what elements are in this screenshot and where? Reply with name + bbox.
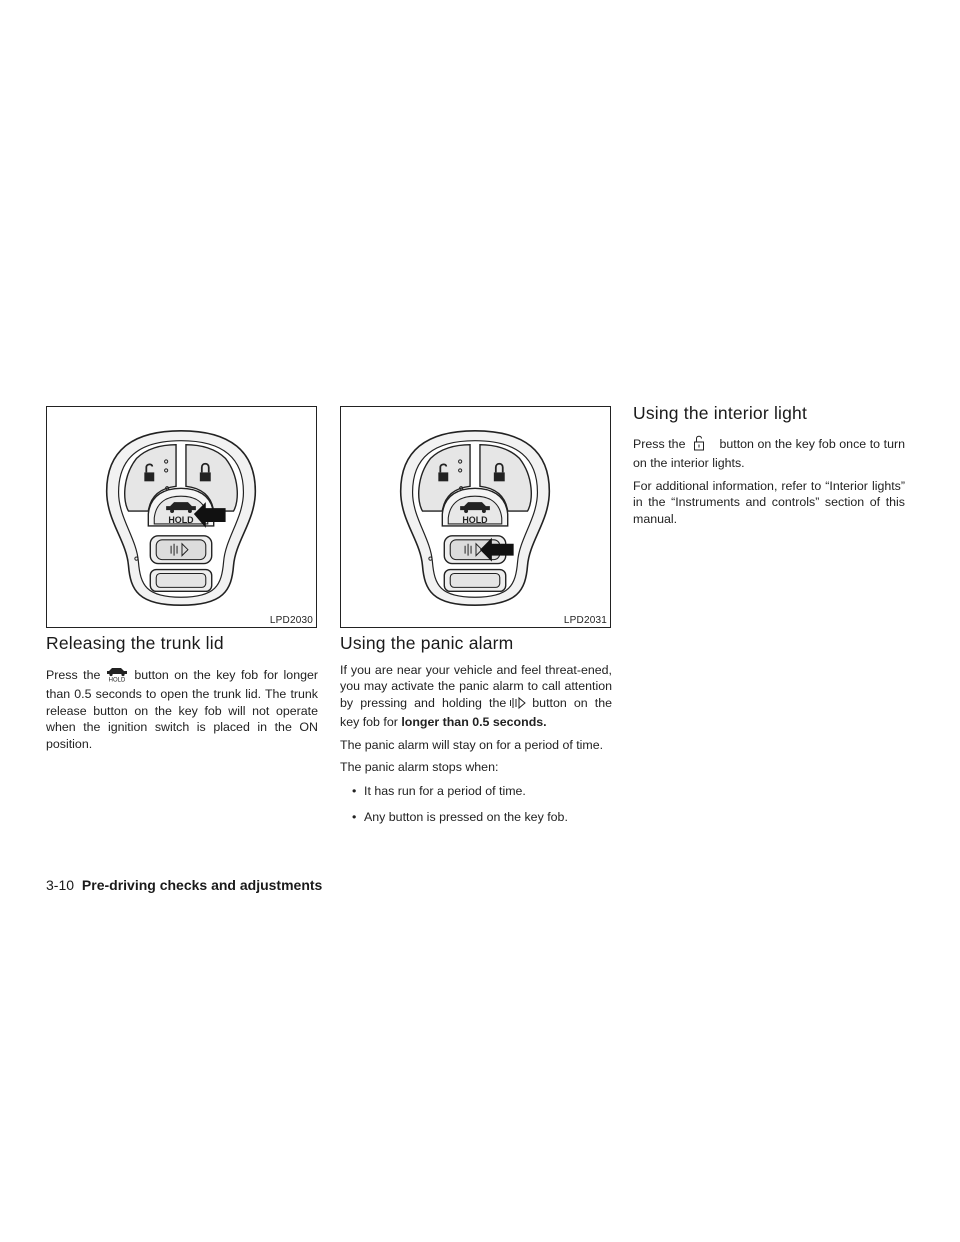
- section-panic: [340, 633, 612, 835]
- hold-text: HOLD: [462, 514, 488, 525]
- key-fob-illustration: [47, 407, 316, 627]
- page-number: 3-10: [46, 877, 75, 893]
- section-trunk: [46, 633, 318, 758]
- unlock-icon: [693, 435, 705, 455]
- panic-icon: [510, 696, 528, 714]
- figure-trunk-key-fob: [46, 406, 317, 628]
- section-heading: Using the panic alarm: [340, 633, 514, 653]
- panic-paragraph-1: If you are near your vehicle and feel threat-ened, you may activate the panic alarm to call attention by pressing and holding the button on the key fob for longer than 0.5 seconds.: [340, 663, 612, 730]
- section-heading: Releasing the trunk lid: [46, 633, 224, 653]
- interior-paragraph-2: For additional information, refer to “Interior lights” in the “Instruments and controls” section of this manual.: [633, 478, 905, 526]
- figure-panic-key-fob: [340, 406, 611, 628]
- trunk-hold-icon: [104, 664, 130, 686]
- page-footer: [46, 877, 322, 893]
- trunk-paragraph: Press the HOLD button on the key fob for longer than 0.5 seconds to open the trunk lid. The trunk release button on the key fob will not operate when the ignition switch is placed in the ON position.: [46, 664, 318, 752]
- section-interior: [633, 403, 905, 533]
- panic-paragraph-3: The panic alarm stops when:: [340, 760, 499, 775]
- list-item: • Any button is pressed on the key fob.: [352, 810, 568, 825]
- figure-label: LPD2030: [269, 615, 313, 626]
- hold-text: HOLD: [168, 514, 194, 525]
- list-item: • It has run for a period of time.: [352, 784, 526, 799]
- svg-text:HOLD: HOLD: [109, 677, 126, 682]
- section-heading: Using the interior light: [633, 403, 808, 423]
- panic-paragraph-2: The panic alarm will stay on for a period of time.: [340, 737, 604, 752]
- figure-label: LPD2031: [563, 615, 607, 626]
- interior-paragraph-1: Press the button on the key fob once to turn on the interior lights.: [633, 437, 905, 471]
- key-fob-illustration: [341, 407, 610, 627]
- section-title: Pre-driving checks and adjustments: [81, 877, 323, 893]
